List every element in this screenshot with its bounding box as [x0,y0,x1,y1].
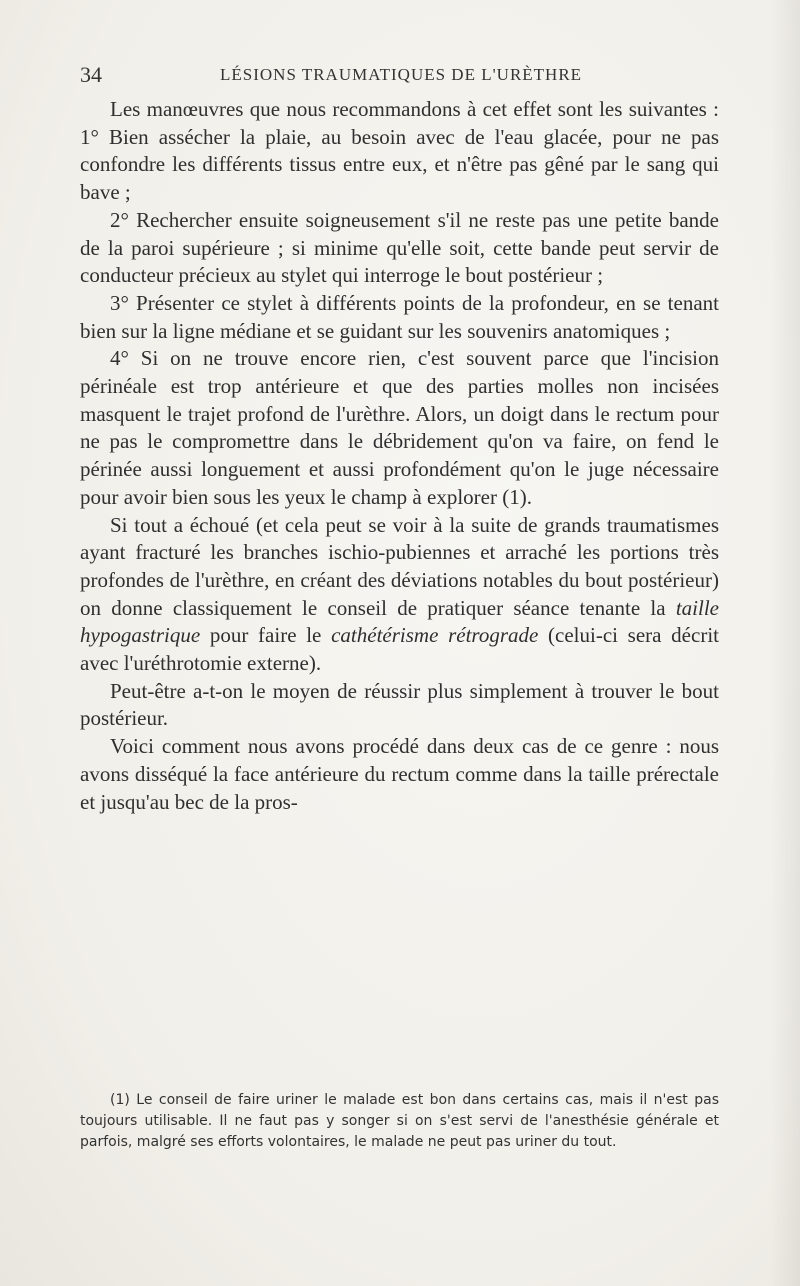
paragraph-manoeuvres-intro: Les manœuvres que nous recommandons à cet effet sont les suivantes : 1° Bien assécher la plaie, au besoin avec de l'eau glacée, pour ne pas confondre les différents tissus entre eux, et n'être pas gêné par le sang qui bave ; [80,97,719,205]
footnote-text: (1) Le conseil de faire uriner le malade est bon dans certains cas, mais il n'est pas toujours utilisable. Il ne faut pas y songer si on s'est servi de l'anesthésie générale et parfois, malgré ses efforts volontaires, le malade ne peut pas uriner du tout. [80,1092,719,1150]
footnote [80,1090,719,1153]
paragraph-peut-etre: Peut-être a-t-on le moyen de réussir plus simplement à trouver le bout postérieur. [80,678,719,731]
body-text [80,96,719,816]
paragraph-step-3: 3° Présenter ce stylet à différents points de la profondeur, en se tenant bien sur la ligne médiane et se guidant sur les souvenirs anatomiques ; [80,290,719,343]
paragraph-failure-text-a: Si tout a échoué (et cela peut se voir à la suite de grands traumatismes ayant fracturé les branches ischio-pubiennes et arraché les portions très profondes de l'urèthre, en créant des déviations notables du bout postérieur) on donne classiquement le conseil de pratiquer séance tenante la [80,512,719,620]
paragraph-failure [80,512,719,678]
page-header [80,62,720,88]
paragraph-step-4: 4° Si on ne trouve encore rien, c'est souvent parce que l'incision périnéale est trop antérieure et que des parties molles non incisées masquent le trajet profond de l'urèthre. Alors, un doigt dans le rectum pour ne pas le compromettre dans le débridement qu'on va faire, on fend le périnée aussi longuement et aussi profondément qu'on le juge nécessaire pour avoir bien sous les yeux le champ à explorer (1). [80,346,719,509]
paragraph-failure-text-c: (celui-ci sera décrit avec l'uréthrotomie externe). [80,623,719,676]
term-taille-hypogastrique: taille hypogastrique [80,595,719,648]
running-title: LÉSIONS TRAUMATIQUES DE L'URÈTHRE [220,65,583,84]
paragraph-voici: Voici comment nous avons procédé dans deux cas de ce genre : nous avons disséqué la face antérieure du rectum comme dans la taille prérectale et jusqu'au bec de la pros- [80,734,719,814]
page-edge-shadow [770,0,800,1286]
page-number: 34 [80,62,102,87]
term-catheterisme-retrograde: cathétérisme rétrograde [331,623,539,648]
paragraph-failure-text-b: pour faire le [200,623,332,648]
paragraph-step-2: 2° Rechercher ensuite soigneusement s'il ne reste pas une petite bande de la paroi supérieure ; si minime qu'elle soit, cette bande peut servir de conducteur précieux au stylet qui interroge le bout postérieur ; [80,207,719,288]
